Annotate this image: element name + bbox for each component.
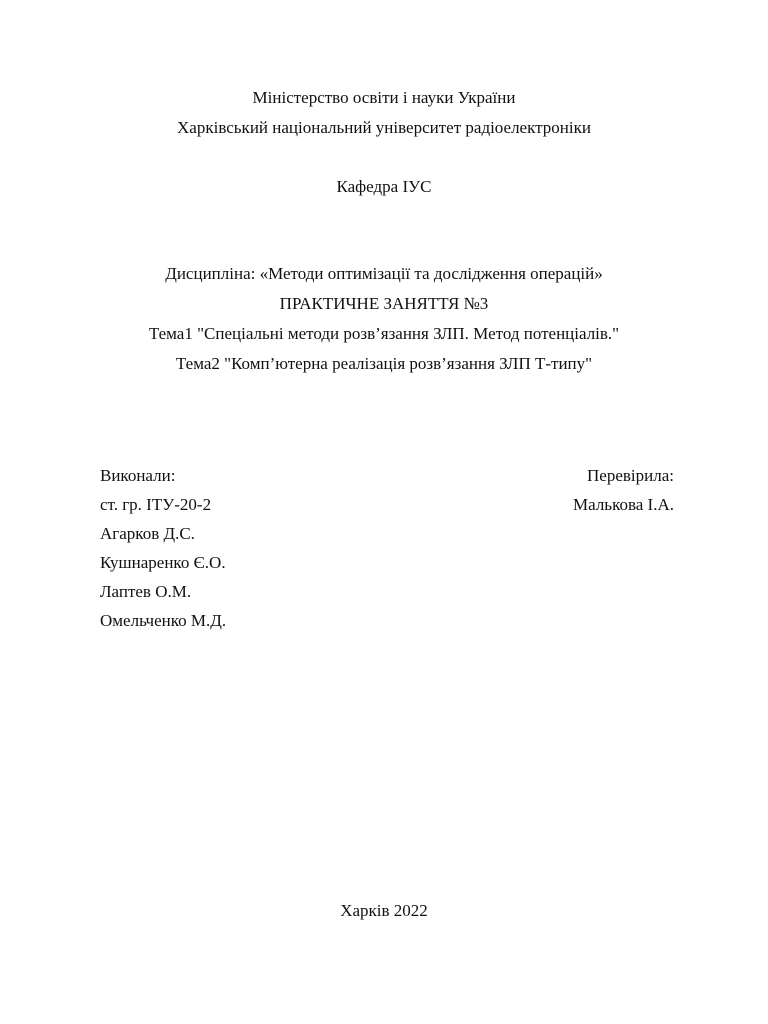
performers-group: ст. гр. ІТУ-20-2 — [100, 495, 212, 514]
performers-label: Виконали: — [100, 466, 176, 485]
performer-name: Кушнаренко Є.О. — [100, 553, 226, 572]
topic1-line: Тема1 "Спеціальні методи розв’язання ЗЛП. Метод потенціалів." — [148, 324, 620, 343]
reviewer-name: Малькова І.А. — [573, 495, 674, 514]
reviewer-label: Перевірила: — [587, 466, 674, 485]
discipline-line: Дисципліна: «Методи оптимізації та дослідження операцій» — [165, 264, 603, 283]
performer-name: Омельченко М.Д. — [100, 611, 227, 630]
performers-block — [100, 466, 226, 640]
topic2-line: Тема2 "Комп’ютерна реалізація розв’язання ЗЛП Т-типу" — [175, 354, 593, 373]
performer-name: Лаптев О.М. — [100, 582, 192, 601]
university-line: Харківський національний університет радіоелектроніки — [177, 118, 591, 137]
lesson-title: ПРАКТИЧНЕ ЗАНЯТТЯ №3 — [279, 294, 489, 313]
department-line: Кафедра ІУС — [336, 177, 432, 196]
ministry-line: Міністерство освіти і науки України — [252, 88, 516, 107]
city-year-line: Харків 2022 — [340, 901, 428, 920]
performer-name: Агарков Д.С. — [100, 524, 195, 543]
reviewer-block — [573, 466, 674, 524]
